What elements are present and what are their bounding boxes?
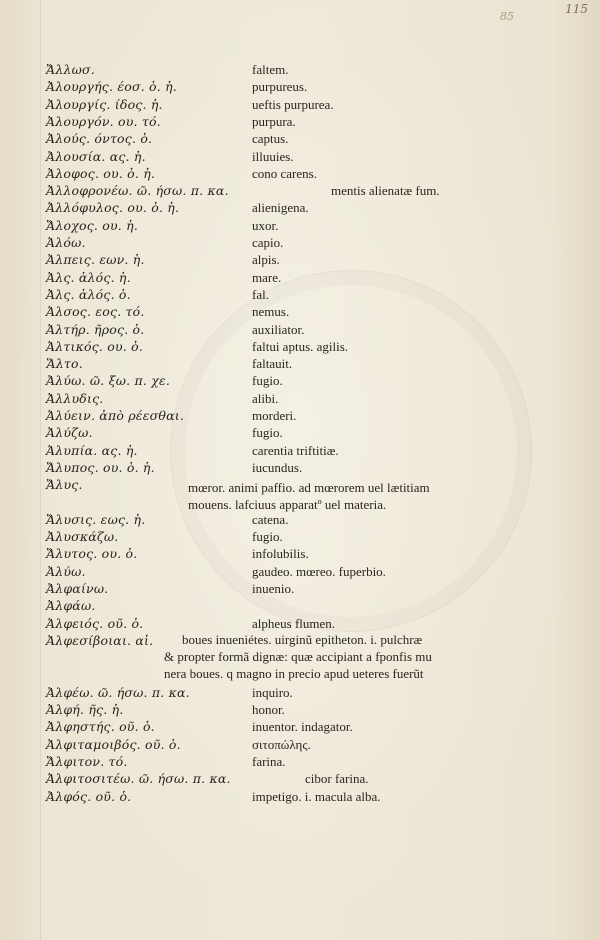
greek-headword: Ἄλυς. [46,477,83,492]
latin-gloss: faltauit. [252,356,293,371]
lexicon-entry [0,287,600,304]
greek-headword: Ἀλυπία. ας. ἡ. [46,443,138,458]
latin-gloss: alpis. [252,252,280,267]
greek-headword: Ἄλυπος. ου. ὁ. ἡ. [46,460,155,475]
lexicon-entry [0,702,600,719]
greek-headword: Ἀλφή. ῆς. ἡ. [46,702,124,717]
latin-gloss: purpura. [252,114,296,129]
greek-headword: Ἀλφειός. οῦ. ὁ. [46,616,144,631]
latin-gloss: captus. [252,131,289,146]
continuation-line: mouens. lafciuus apparatº uel materia. [188,497,387,512]
lexicon-entry [0,754,600,771]
greek-headword: Ἀλφεσίβοιαι. αἱ. [46,633,154,648]
continuation-line: boues inueniétes. uirginũ epitheton. i. pulchræ [182,632,423,647]
folio-number: 115 [565,2,588,16]
latin-gloss: auxiliator. [252,322,305,337]
lexicon-entry [0,270,600,287]
greek-headword: Ἀλτήρ. ῆρος. ὁ. [46,322,145,337]
lexicon-entry [0,460,600,477]
lexicon-entry [0,114,600,131]
greek-headword: Ἀλς. ἁλός. ὁ. [46,287,131,302]
latin-gloss: infolubilis. [252,546,309,561]
latin-gloss: ueftis purpurea. [252,97,334,112]
greek-headword: Ἀλλόφυλος. ου. ὁ. ἡ. [46,200,180,215]
greek-headword: Ἀλουσία. ας. ἡ. [46,149,146,164]
lexicon-entry [0,564,600,581]
greek-headword: Ἀλφέω. ῶ. ήσω. π. κα. [46,685,190,700]
lexicon-entry [0,598,600,615]
latin-gloss: fugio. [252,373,283,388]
greek-headword: Ἀλς. ἁλός. ἡ. [46,270,131,285]
lexicon-entry [0,79,600,96]
greek-headword: Ἀλπεις. εων. ἡ. [46,252,145,267]
lexicon-entry [0,789,600,806]
greek-headword: Ἀλοφος. ου. ὁ. ἡ. [46,166,156,181]
lexicon-entry [0,183,600,200]
greek-headword: Ἀλυσκάζω. [46,529,119,544]
latin-gloss: inuenio. [252,581,295,596]
lexicon-entry [0,771,600,788]
lexicon-entry [0,581,600,598]
greek-headword: Ἀλτικός. ου. ὁ. [46,339,144,354]
greek-headword: Ἀλούς. όντος. ὁ. [46,131,153,146]
greek-headword: Ἄλυσις. εως. ἡ. [46,512,146,527]
lexicon-entry [0,425,600,442]
latin-gloss: illuuies. [252,149,294,164]
greek-headword: Ἀλουργόν. ου. τό. [46,114,161,129]
pencil-mark: 85 [500,10,514,23]
latin-gloss: impetigo. i. macula alba. [252,789,381,804]
latin-gloss: catena. [252,512,289,527]
latin-gloss: nemus. [252,304,290,319]
greek-headword: Ἀλσος. εος. τό. [46,304,145,319]
lexicon-entry [0,719,600,736]
latin-gloss: fal. [252,287,269,302]
latin-gloss: inuentor. indagator. [252,719,353,734]
latin-gloss: cono carens. [252,166,317,181]
continuation-line: & propter formã dignæ: quæ accipiant a fponfis mu [164,649,432,664]
greek-headword: Ἀλόω. [46,235,86,250]
latin-gloss: σιτοπώλης. [252,737,311,752]
latin-gloss: purpureus. [252,79,308,94]
latin-gloss: mentis alienatæ fum. [331,183,440,198]
greek-headword: Ἀλλυδις. [46,391,104,406]
latin-gloss: faltui aptus. agilis. [252,339,349,354]
lexicon-entry [0,149,600,166]
lexicon-entry [0,339,600,356]
greek-headword: Ἄλοχος. ου. ἡ. [46,218,139,233]
greek-headword: Ἀλφηστής. οῦ. ὁ. [46,719,155,734]
lexicon-entry [0,322,600,339]
greek-headword: Ἅλτο. [46,356,83,371]
lexicon-entry [0,356,600,373]
greek-headword: Ἀλφιταμοιβός. οῦ. ὁ. [46,737,181,752]
greek-headword: Ἀλφάω. [46,598,96,613]
latin-gloss: fugio. [252,425,283,440]
greek-headword: Ἀλλοφρονέω. ῶ. ήσω. π. κα. [46,183,229,198]
lexicon-entry [0,166,600,183]
lexicon-entry [0,443,600,460]
lexicon-entry [0,391,600,408]
continuation-line: nera boues. q magno in precio apud ueteres fuerũt [164,666,424,681]
lexicon-entry [0,616,600,633]
latin-gloss: uxor. [252,218,279,233]
lexicon-entry [0,373,600,390]
latin-gloss: morderi. [252,408,297,423]
latin-gloss: alienigena. [252,200,309,215]
latin-gloss: honor. [252,702,285,717]
greek-headword: Ἀλύω. ῶ. ξω. π. χε. [46,373,171,388]
lexicon-entry [0,131,600,148]
lexicon-entry [0,62,600,79]
lexicon-entry [0,200,600,217]
greek-headword: Ἀλουργής. έοσ. ὁ. ἡ. [46,79,177,94]
latin-gloss: cibor farina. [305,771,369,786]
latin-gloss: inquiro. [252,685,293,700]
latin-gloss: carentia triftitiæ. [252,443,339,458]
lexicon-entry [0,235,600,252]
greek-headword: Ἀλφιτοσιτέω. ῶ. ήσω. π. κα. [46,771,231,786]
latin-gloss: alibi. [252,391,279,406]
latin-gloss: fugio. [252,529,283,544]
greek-headword: Ἀλύειν. ἀπὸ ρέεσθαι. [46,408,184,423]
latin-gloss: gaudeo. mœreo. fuperbio. [252,564,386,579]
lexicon-entry [0,408,600,425]
latin-gloss: faltem. [252,62,289,77]
lexicon-entry [0,218,600,235]
lexicon-entry [0,252,600,269]
greek-headword: Ἄλλωσ. [46,62,95,77]
lexicon-entry [0,546,600,563]
latin-gloss: capio. [252,235,284,250]
latin-gloss: iucundus. [252,460,303,475]
greek-headword: Ἀλύζω. [46,425,93,440]
lexicon-entry [0,97,600,114]
greek-headword: Ἀλφαίνω. [46,581,109,596]
continuation-line: mœror. animi paffio. ad mœrorem uel lætitiam [188,480,430,495]
lexicon-entry [0,512,600,529]
greek-headword: Ἀλφός. οῦ. ὁ. [46,789,132,804]
latin-gloss: farina. [252,754,286,769]
lexicon-entry [0,685,600,702]
greek-headword: Ἄλφιτον. τό. [46,754,128,769]
latin-gloss: alpheus flumen. [252,616,336,631]
lexicon-entry [0,737,600,754]
lexicon-entry [0,304,600,321]
greek-headword: Ἀλουργίς. ίδος. ἡ. [46,97,163,112]
lexicon-entry [0,529,600,546]
latin-gloss: mare. [252,270,282,285]
greek-headword: Ἀλύω. [46,564,86,579]
greek-headword: Ἄλυτος. ου. ὁ. [46,546,138,561]
